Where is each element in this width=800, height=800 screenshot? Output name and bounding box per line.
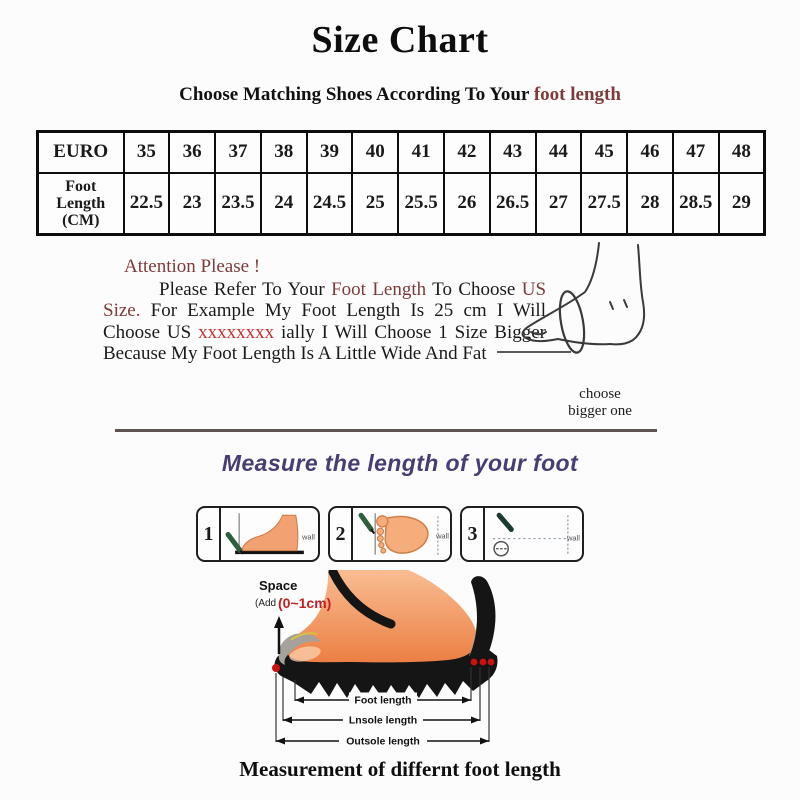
euro-size-cell: 37 [215, 132, 261, 173]
step-panel-3 [460, 506, 584, 562]
attention-note [103, 256, 546, 365]
step-panel-2 [328, 506, 452, 562]
foot-length-cell: 23.5 [215, 173, 261, 235]
foot-length-cell: 27.5 [581, 173, 627, 235]
euro-size-cell: 43 [490, 132, 536, 173]
foot-length-cell: 28.5 [673, 173, 719, 235]
footprint-toe [379, 542, 384, 547]
foot-length-arrow [295, 693, 471, 707]
space-add-range: (0~1cm) [278, 595, 332, 611]
attention-heading: Attention Please ! [124, 256, 261, 277]
foot-length-cell: 26.5 [490, 173, 536, 235]
subtitle [0, 84, 800, 106]
insole-length-label: Lnsole length [348, 714, 418, 727]
heel-measure-dot [480, 659, 487, 666]
step-number: 3 [462, 508, 485, 560]
footprint-toe [381, 548, 386, 553]
euro-size-cell: 40 [352, 132, 398, 173]
foot-length-cell: 24 [261, 173, 307, 235]
foot-length-cell: 22.5 [124, 173, 170, 235]
wall-label: wall [566, 533, 580, 543]
foot-length-cell: 29 [719, 173, 765, 235]
subtitle-prefix: Choose Matching Shoes According To Your [179, 84, 534, 105]
heel-measure-dot [471, 659, 478, 666]
euro-size-cell: 47 [673, 132, 719, 173]
foot-outline [523, 243, 610, 344]
sketch-caption [543, 386, 657, 420]
pen-icon [228, 535, 240, 551]
step-number: 1 [198, 508, 221, 560]
outsole-length-label: Outsole length [346, 735, 420, 748]
pen-icon [499, 515, 511, 529]
euro-size-cell: 45 [581, 132, 627, 173]
attention-text: Please Refer To Your [159, 278, 332, 300]
toe-measure-dot [272, 664, 280, 672]
toe-detail [531, 332, 546, 334]
euro-size-cell: 46 [627, 132, 673, 173]
foot-side-icon [241, 515, 298, 550]
table-row-euro [38, 132, 765, 173]
footprint-toe [377, 528, 383, 534]
leg-heel-outline [610, 245, 644, 344]
attention-paragraph [103, 279, 546, 365]
step-2-illustration-icon [353, 508, 450, 560]
table-row-foot-length [38, 173, 765, 235]
step-number: 2 [330, 508, 353, 560]
euro-size-cell: 42 [444, 132, 490, 173]
ankle-marks [610, 300, 627, 309]
wall-label: wall [435, 531, 449, 541]
measure-steps [196, 506, 584, 562]
euro-size-cell: 39 [307, 132, 353, 173]
foot-length-cell: 25.5 [398, 173, 444, 235]
attention-text: ially I Will Choose 1 Size Bigger Because My Foot Length Is A Little Wide And Fat [103, 321, 546, 364]
size-conversion-table [36, 130, 766, 236]
wall-label: wall [301, 532, 315, 542]
foot-length-cell: 26 [444, 173, 490, 235]
attention-text: To Choose [426, 278, 522, 300]
section-divider [115, 429, 657, 432]
ground-line [235, 551, 304, 554]
footprint-toe [377, 536, 383, 542]
sketch-caption-line1: choose [579, 386, 621, 402]
euro-header-cell: EURO [38, 132, 124, 173]
euro-size-cell: 36 [169, 132, 215, 173]
attention-foot-length: Foot Length [331, 278, 427, 300]
girth-ellipse [556, 290, 588, 355]
step-1-illustration-icon [221, 508, 318, 560]
footprint-big-toe [377, 516, 388, 527]
subtitle-highlight: foot length [533, 84, 621, 105]
foot-length-cell: 23 [169, 173, 215, 235]
foot-length-header-cell: Foot Length (CM) [38, 173, 124, 235]
euro-size-cell: 35 [124, 132, 170, 173]
attention-redacted-x: xxxxxxxx [198, 321, 275, 343]
foot-length-cell: 25 [352, 173, 398, 235]
step-panel-1 [196, 506, 320, 562]
measure-heading: Measure the length of your foot [221, 450, 579, 476]
euro-size-cell: 44 [536, 132, 582, 173]
foot-length-cell: 28 [627, 173, 673, 235]
insole-length-arrow [283, 713, 480, 727]
space-label: Space [259, 578, 298, 593]
pen-icon [361, 515, 371, 529]
page-title: Size Chart [311, 19, 489, 61]
foot-length-label: Foot length [354, 694, 412, 707]
foot-length-cell: 24.5 [307, 173, 353, 235]
pen-tip [371, 529, 374, 533]
foot-length-cell: 27 [536, 173, 582, 235]
foot-measurement-diagram [233, 570, 595, 752]
space-add-prefix: (Add [255, 598, 277, 609]
attention-text: For Example My Foot Length Is 25 cm I Will Choose US [103, 300, 546, 343]
euro-size-cell: 41 [398, 132, 444, 173]
heel-measure-dot [488, 659, 495, 666]
step-3-illustration-icon [485, 508, 582, 560]
euro-size-cell: 38 [261, 132, 307, 173]
space-arrowhead [274, 616, 284, 628]
sketch-caption-line2: bigger one [568, 403, 632, 419]
bottom-caption: Measurement of differnt foot length [239, 757, 561, 781]
foot-sketch-drawing [515, 240, 665, 370]
footprint-sole-icon [385, 517, 428, 553]
outsole-length-arrow [276, 734, 489, 748]
euro-size-cell: 48 [719, 132, 765, 173]
attention-us-size: US Size. [103, 278, 547, 321]
